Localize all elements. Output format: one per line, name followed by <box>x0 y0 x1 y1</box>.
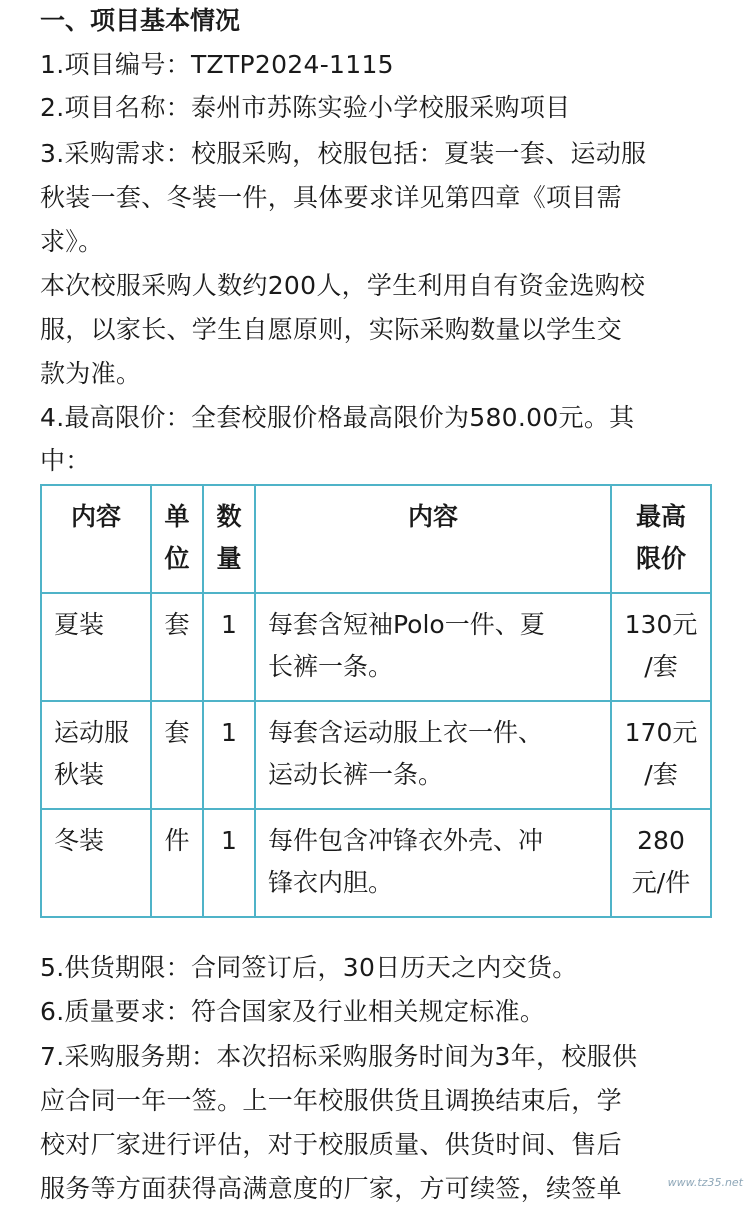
quantity-note-line-1: 本次校服采购人数约200人，学生利用自有资金选购校 <box>40 271 646 300</box>
header-max-price: 最高 限价 <box>611 485 711 593</box>
service-period-line-4: 服务等方面获得高满意度的厂家，方可续签，续签单 <box>40 1174 622 1203</box>
cell-unit: 套 <box>151 593 203 701</box>
cell-unit: 套 <box>151 701 203 809</box>
cell-quantity: 1 <box>203 593 255 701</box>
cell-description: 每件包含冲锋衣外壳、冲 锋衣内胆。 <box>255 809 611 917</box>
header-item: 内容 <box>41 485 151 593</box>
requirement-line-3: 求》。 <box>40 227 104 256</box>
requirement-line-1: 3.采购需求：校服采购，校服包括：夏装一套、运动服 <box>40 139 647 168</box>
table-header-row <box>41 485 711 593</box>
cell-price: 170元 /套 <box>611 701 711 809</box>
price-limit-table <box>40 484 712 918</box>
requirement-line-2: 秋装一套、冬装一件，具体要求详见第四章《项目需 <box>40 183 622 212</box>
table-row <box>41 593 711 701</box>
price-limit-line-2: 中： <box>40 446 91 475</box>
project-number-line: 1.项目编号：TZTP2024-1115 <box>40 50 394 79</box>
table-row <box>41 701 711 809</box>
cell-unit: 件 <box>151 809 203 917</box>
watermark: www.tz35.net <box>667 1176 743 1189</box>
cell-quantity: 1 <box>203 809 255 917</box>
service-period-line-2: 应合同一年一签。上一年校服供货且调换结束后，学 <box>40 1086 622 1115</box>
price-limit-line-1: 4.最高限价：全套校服价格最高限价为580.00元。其 <box>40 403 635 432</box>
cell-price: 280 元/件 <box>611 809 711 917</box>
cell-quantity: 1 <box>203 701 255 809</box>
section-heading: 一、项目基本情况 <box>40 6 241 35</box>
cell-item: 运动服 秋装 <box>41 701 151 809</box>
cell-item: 冬装 <box>41 809 151 917</box>
table-row <box>41 809 711 917</box>
cell-item: 夏装 <box>41 593 151 701</box>
quantity-note-line-2: 服，以家长、学生自愿原则，实际采购数量以学生交 <box>40 315 622 344</box>
project-name-line: 2.项目名称：泰州市苏陈实验小学校服采购项目 <box>40 93 571 122</box>
cell-price: 130元 /套 <box>611 593 711 701</box>
service-period-line-3: 校对厂家进行评估，对于校服质量、供货时间、售后 <box>40 1130 622 1159</box>
header-description: 内容 <box>255 485 611 593</box>
header-unit: 单 位 <box>151 485 203 593</box>
cell-description: 每套含短袖Polo一件、夏 长裤一条。 <box>255 593 611 701</box>
cell-description: 每套含运动服上衣一件、 运动长裤一条。 <box>255 701 611 809</box>
quantity-note-line-3: 款为准。 <box>40 359 142 388</box>
service-period-line-1: 7.采购服务期：本次招标采购服务时间为3年，校服供 <box>40 1042 638 1071</box>
delivery-term-line: 5.供货期限：合同签订后，30日历天之内交货。 <box>40 953 578 982</box>
quality-requirement-line: 6.质量要求：符合国家及行业相关规定标准。 <box>40 997 546 1026</box>
header-quantity: 数 量 <box>203 485 255 593</box>
